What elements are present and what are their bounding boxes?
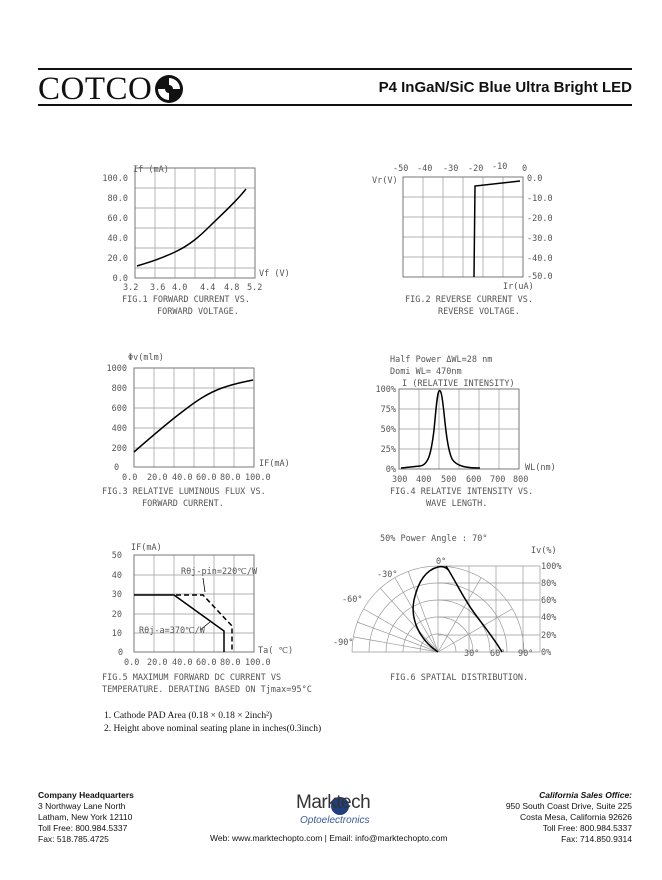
fig3-xtick: 80.0 — [220, 473, 241, 483]
fig5-xtick: 100.0 — [245, 658, 271, 668]
page-title: P4 InGaN/SiC Blue Ultra Bright LED — [378, 79, 632, 96]
fig5-ytick: 20 — [111, 610, 122, 620]
fig2-ytick: -40.0 — [527, 254, 553, 264]
fig3-xtick: 20.0 — [147, 473, 168, 483]
fig1-ytick: 20.0 — [107, 254, 128, 264]
fig6-angle-label: 30° — [464, 649, 480, 659]
fig1-xtick: 5.2 — [247, 283, 263, 293]
fig1-ytick: 80.0 — [107, 194, 128, 204]
fig5-xtick: 20.0 — [147, 658, 168, 668]
fig4-ytick: 0% — [385, 465, 396, 475]
fig6-angle-label: 90° — [518, 649, 534, 659]
fig3-ytick: 600 — [111, 404, 127, 414]
marktech-name: Marktech — [296, 792, 371, 813]
fig3-ytick: 200 — [111, 444, 127, 454]
fig1-xtick: 4.8 — [224, 283, 240, 293]
fig5-xtick: 80.0 — [220, 658, 241, 668]
fig6-tick: 0% — [541, 648, 552, 658]
fig2-xtick: -50 — [393, 164, 409, 174]
fig3-caption: FIG.3 RELATIVE LUMINOUS FLUX VS. — [102, 487, 266, 497]
fig5-xtick: 60.0 — [196, 658, 217, 668]
fig4-xtick: 700 — [490, 475, 506, 485]
fig6-cartesian-curve — [446, 566, 502, 652]
sales-line: 950 South Coast Drive, Suite 225 — [505, 801, 632, 811]
marktech-subtitle: Optoelectronics — [300, 815, 370, 826]
fig6-ylabel: Iv(%) — [531, 546, 557, 556]
fig1-ytick: 60.0 — [107, 214, 128, 224]
fig5-xtick: 40.0 — [172, 658, 193, 668]
fig2-ytick: 0.0 — [527, 174, 543, 184]
fig5-caption: FIG.5 MAXIMUM FORWARD DC CURRENT VS — [102, 673, 282, 683]
fig2-xtick: -40 — [417, 164, 433, 174]
hq-line: Latham, New York 12110 — [38, 812, 133, 822]
fig6-tick: 20% — [541, 631, 557, 641]
fig3-xtick: 0.0 — [122, 473, 138, 483]
fig2-ylabel: Vr(V) — [372, 176, 398, 186]
fig1-ytick: 100.0 — [102, 174, 128, 184]
fig4-ytick: 25% — [380, 445, 396, 455]
sales-heading: California Sales Office: — [539, 790, 632, 800]
hq-line: Toll Free: 800.984.5337 — [38, 823, 128, 833]
fig3-xtick: 60.0 — [196, 473, 217, 483]
fig2-xtick: -10 — [492, 162, 508, 172]
fig5-ytick: 0 — [118, 648, 124, 658]
fig6-angle-label: -90° — [333, 638, 354, 648]
fig2-caption: FIG.2 REVERSE CURRENT VS. — [405, 295, 533, 305]
fig2-xtick: -30 — [443, 164, 459, 174]
fig2-xtick: 0 — [522, 164, 528, 174]
fig6-angle-label: -60° — [342, 595, 363, 605]
fig2-xtick: -20 — [468, 164, 484, 174]
fig1-ytick: 0.0 — [112, 274, 128, 284]
california-sales-office — [506, 790, 632, 845]
fig4-xtick: 300 — [392, 475, 408, 485]
fig6-caption: FIG.6 SPATIAL DISTRIBUTION. — [390, 673, 529, 683]
fig4-xtick: 600 — [466, 475, 482, 485]
fig1-xtick: 3.6 — [150, 283, 166, 293]
fig1-caption: FORWARD VOLTAGE. — [157, 307, 239, 317]
fig1-xtick: 4.0 — [172, 283, 188, 293]
fig3-ylabel: Φv(mlm) — [128, 353, 164, 363]
fig2-xlabel: Ir(uA) — [503, 282, 534, 292]
fig4-note: Half Power ΔWL=28 nm — [390, 355, 493, 365]
fig3-caption: FORWARD CURRENT. — [142, 499, 224, 509]
fig4-note: Domi WL= 470nm — [390, 367, 462, 377]
hq-heading: Company Headquarters — [38, 790, 134, 800]
fig6-angle-label: 60° — [490, 649, 506, 659]
fig5-label-pin: Rθj-pin=220℃/W — [181, 567, 258, 577]
fig3-ytick: 400 — [111, 424, 127, 434]
fig1-xtick: 3.2 — [123, 283, 139, 293]
note-1: 1. Cathode PAD Area (0.18 × 0.18 × 2inch²) — [104, 711, 273, 721]
fig4-xtick: 500 — [441, 475, 457, 485]
sales-line: Costa Mesa, California 92626 — [520, 812, 632, 822]
fig4-xtick: 400 — [416, 475, 432, 485]
fig6-tick: 40% — [541, 613, 557, 623]
logo-text: COTCO — [38, 71, 153, 107]
fig6-tick: 80% — [541, 579, 557, 589]
hq-line: Fax: 518.785.4725 — [38, 834, 109, 844]
fig1-ylabel: If (mA) — [133, 165, 169, 175]
fig5-ytick: 10 — [111, 629, 122, 639]
fig5-label-a: Rθj-a=370℃/W — [139, 626, 205, 636]
sales-line: Toll Free: 800.984.5337 — [542, 823, 632, 833]
sales-line: Fax: 714.850.9314 — [561, 834, 632, 844]
note-2: 2. Height above nominal seating plane in inches(0.3inch) — [104, 724, 322, 734]
fig6-angle-label: 0° — [436, 557, 447, 567]
fig1-xtick: 4.4 — [200, 283, 216, 293]
fig5-ytick: 50 — [111, 551, 122, 561]
company-headquarters — [38, 790, 134, 845]
fig2-ytick: -30.0 — [527, 234, 553, 244]
fig4-ytick: 75% — [380, 405, 396, 415]
fig2-caption: REVERSE VOLTAGE. — [438, 307, 520, 317]
fig4-ylabel: I (RELATIVE INTENSITY) — [402, 379, 515, 389]
fig2-ytick: -20.0 — [527, 214, 553, 224]
fig6-angle-label: -30° — [377, 570, 398, 580]
hq-line: 3 Northway Lane North — [38, 801, 126, 811]
fig4-ytick: 50% — [380, 425, 396, 435]
fig5-ytick: 30 — [111, 590, 122, 600]
fig3-xlabel: IF(mA) — [259, 459, 290, 469]
fig6-tick: 100% — [541, 562, 562, 572]
fig2-ytick: -10.0 — [527, 194, 553, 204]
fig4-xtick: 800 — [513, 475, 529, 485]
fig6-tick: 60% — [541, 596, 557, 606]
fig1-xlabel: Vf (V) — [259, 269, 290, 279]
fig5-xlabel: Ta( ℃) — [258, 646, 294, 656]
fig3-xtick: 40.0 — [172, 473, 193, 483]
fig3-ytick: 800 — [111, 384, 127, 394]
fig4-caption: FIG.4 RELATIVE INTENSITY VS. — [390, 487, 534, 497]
fig2-ytick: -50.0 — [527, 272, 553, 282]
fig4-ytick: 100% — [375, 385, 396, 395]
fig4-caption: WAVE LENGTH. — [426, 499, 488, 509]
fig6-title: 50% Power Angle : 70° — [380, 534, 488, 544]
fig5-ylabel: IF(mA) — [131, 543, 162, 553]
fig3-ytick: 0 — [114, 463, 120, 473]
fig3-xtick: 100.0 — [245, 473, 271, 483]
fig3-ytick: 1000 — [106, 364, 127, 374]
contact-line[interactable]: Web: www.marktechopto.com | Email: info@marktechopto.com — [210, 833, 448, 843]
notes — [104, 710, 321, 736]
fig5-caption: TEMPERATURE. DERATING BASED ON Tjmax=95°C — [102, 685, 312, 695]
fig5-ytick: 40 — [111, 571, 122, 581]
fig4-xlabel: WL(nm) — [525, 463, 556, 473]
fig5-xtick: 0.0 — [124, 658, 140, 668]
fig1-ytick: 40.0 — [107, 234, 128, 244]
fig1-caption: FIG.1 FORWARD CURRENT VS. — [122, 295, 250, 305]
